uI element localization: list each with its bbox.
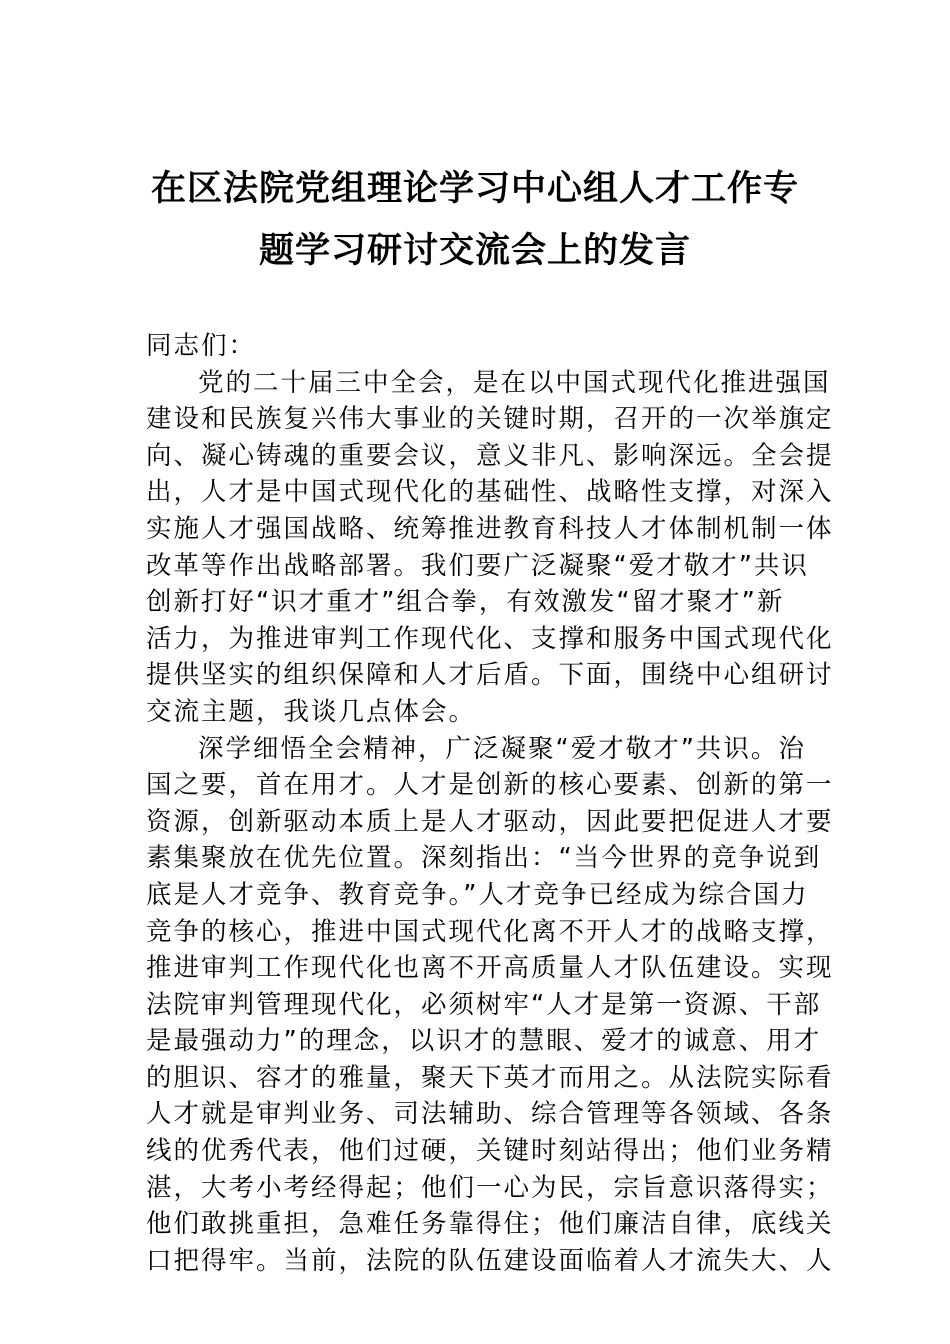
paragraph-1: [146, 365, 834, 731]
paragraph-line: 线的优秀代表，他们过硬，关键时刻站得出；他们业务精: [146, 1136, 834, 1167]
title-line-2: 题学习研讨交流会上的发言: [258, 230, 691, 271]
paragraph-line: 竞争的核心，推进中国式现代化离不开人才的战略支撑，: [146, 916, 834, 947]
paragraph-line: 底是人才竞争、教育竞争。”人才竞争已经成为综合国力: [146, 879, 809, 910]
paragraph-line: 改革等作出战略部署。我们要广泛凝聚“爱才敬才”共识: [146, 550, 809, 581]
paragraph-line: 法院审判管理现代化，必须树牢“人才是第一资源、干部: [146, 989, 822, 1020]
paragraph-line: 创新打好“识才重才”组合拳，有效激发“留才聚才”新: [146, 587, 785, 618]
salutation: 同志们：: [146, 331, 257, 361]
paragraph-2: [146, 731, 834, 1280]
paragraph-line: 深学细悟全会精神，广泛凝聚“爱才敬才”共识。治: [198, 733, 806, 764]
paragraph-line: 推进审判工作现代化也离不开高质量人才队伍建设。实现: [146, 953, 834, 984]
document-title: [100, 158, 850, 282]
paragraph-line: 实施人才强国战略、统筹推进教育科技人才体制机制一体: [146, 513, 834, 544]
paragraph-line: 出，人才是中国式现代化的基础性、战略性支撑，对深入: [146, 477, 834, 508]
paragraph-line: 向、凝心铸魂的重要会议，意义非凡、影响深远。全会提: [146, 440, 834, 471]
paragraph-line: 他们敢挑重担，急难任务靠得住；他们廉洁自律，底线关: [146, 1209, 834, 1240]
paragraph-line: 交流主题，我谈几点体会。: [146, 696, 477, 727]
paragraph-line: 活力，为推进审判工作现代化、支撑和服务中国式现代化: [146, 623, 834, 654]
paragraph-line: 口把得牢。当前，法院的队伍建设面临着人才流失大、人: [146, 1245, 834, 1276]
paragraph-line: 提供坚实的组织保障和人才后盾。下面，围绕中心组研讨: [146, 660, 834, 691]
paragraph-line: 建设和民族复兴伟大事业的关键时期，召开的一次举旗定: [146, 404, 834, 435]
paragraph-line: 国之要，首在用才。人才是创新的核心要素、创新的第一: [146, 770, 834, 801]
paragraph-line: 的胆识、容才的雅量，聚天下英才而用之。从法院实际看: [146, 1062, 834, 1093]
title-line-1: 在区法院党组理论学习中心组人才工作专: [150, 168, 799, 209]
paragraph-line: 是最强动力”的理念，以识才的慧眼、爱才的诚意、用才: [146, 1026, 822, 1057]
paragraph-line: 人才就是审判业务、司法辅助、综合管理等各领域、各条: [146, 1099, 834, 1130]
paragraph-line: 党的二十届三中全会，是在以中国式现代化推进强国: [198, 367, 831, 398]
paragraph-line: 素集聚放在优先位置。深刻指出：“当今世界的竞争说到: [146, 843, 822, 874]
paragraph-line: 资源，创新驱动本质上是人才驱动，因此要把促进人才要: [146, 806, 834, 837]
paragraph-line: 湛，大考小考经得起；他们一心为民，宗旨意识落得实；: [146, 1172, 834, 1203]
document-body: [146, 328, 834, 1279]
